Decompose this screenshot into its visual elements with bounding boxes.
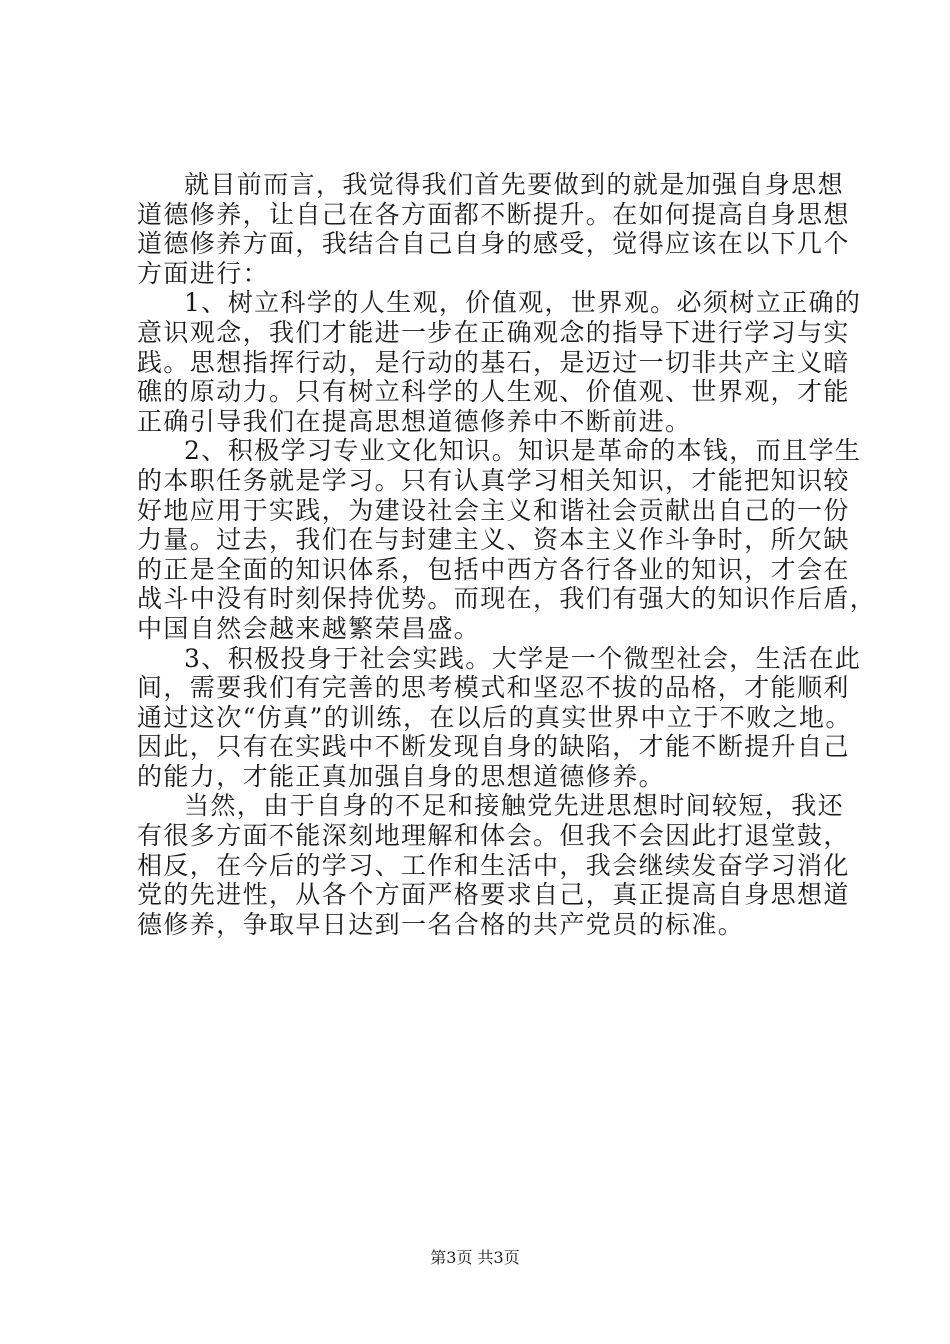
text-line: 通过这次“仿真”的训练，在以后的真实世界中立于不败之地。 [137, 702, 852, 732]
text-line: 间，需要我们有完善的思考模式和坚忍不拔的品格，才能顺利 [137, 673, 850, 703]
text-line: 党的先进性，从各个方面严格要求自己，真正提高自身思想道 [137, 880, 850, 910]
text-line: 道德修养方面，我结合自己自身的感受，觉得应该在以下几个 [137, 229, 850, 259]
paragraph-point-2 [137, 436, 877, 643]
text-line: 道德修养，让自己在各方面都不断提升。在如何提高自身思想 [137, 199, 850, 229]
text-line: 的正是全面的知识体系，包括中西方各行各业的知识，才会在 [137, 554, 850, 584]
text-line: 战斗中没有时刻保持优势。而现在，我们有强大的知识作后盾， [137, 584, 877, 614]
paragraph-intro [137, 170, 850, 288]
document-body [137, 170, 877, 939]
text-line: 意识观念，我们才能进一步在正确观念的指导下进行学习与实 [137, 317, 850, 347]
paragraph-point-1 [137, 288, 862, 436]
text-line: 正确引导我们在提高思想道德修养中不断前进。 [137, 406, 692, 436]
text-line: 3、积极投身于社会实践。大学是一个微型社会，生活在此 [184, 643, 862, 673]
text-line: 好地应用于实践，为建设社会主义和谐社会贡献出自己的一份 [137, 495, 850, 525]
text-line: 的本职任务就是学习。只有认真学习相关知识，才能把知识较 [137, 465, 850, 495]
text-line: 1、树立科学的人生观，价值观，世界观。必须树立正确的 [184, 288, 862, 318]
text-line: 方面进行： [137, 258, 270, 288]
text-line: 礁的原动力。只有树立科学的人生观、价值观、世界观，才能 [137, 377, 850, 407]
text-line: 相反，在今后的学习、工作和生活中，我会继续发奋学习消化 [137, 850, 850, 880]
text-line: 因此，只有在实践中不断发现自身的缺陷，才能不断提升自己 [137, 732, 850, 762]
text-line: 就目前而言，我觉得我们首先要做到的就是加强自身思想 [184, 170, 845, 199]
text-line: 的能力，才能正真加强自身的思想道德修养。 [137, 761, 666, 791]
text-line: 中国自然会越来越繁荣昌盛。 [137, 613, 481, 643]
text-line: 德修养，争取早日达到一名合格的共产党员的标准。 [137, 909, 745, 939]
paragraph-point-3 [137, 643, 862, 792]
text-line: 有很多方面不能深刻地理解和体会。但我不会因此打退堂鼓， [137, 821, 850, 851]
text-line: 2、积极学习专业文化知识。知识是革命的本钱，而且学生 [184, 436, 862, 466]
page-number-footer: 第3页 共3页 [430, 1248, 520, 1267]
paragraph-conclusion [137, 791, 850, 939]
text-line: 当然，由于自身的不足和接触党先进思想时间较短，我还 [184, 791, 845, 821]
text-line: 践。思想指挥行动，是行动的基石，是迈过一切非共产主义暗 [137, 347, 850, 377]
text-line: 力量。过去，我们在与封建主义、资本主义作斗争时，所欠缺 [137, 525, 850, 555]
